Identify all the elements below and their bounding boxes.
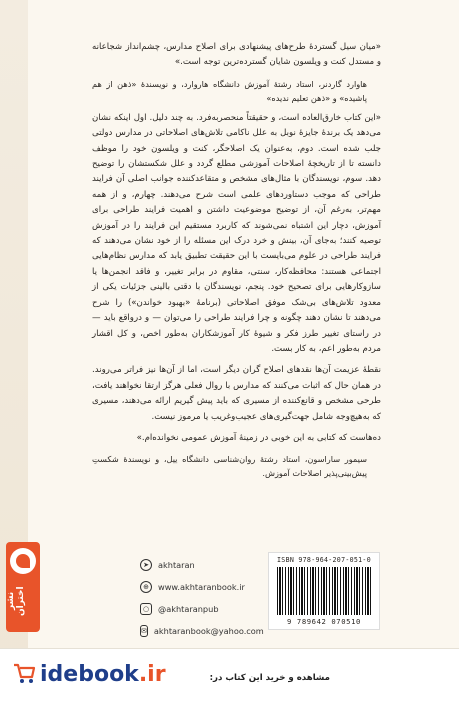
contact-instagram-text: @akhtaranpub (158, 604, 219, 614)
barcode-number: 9 789642 070510 (287, 617, 361, 626)
contact-website[interactable] (140, 576, 260, 598)
blurb-3-text: نقطهٔ عزیمت آن‌ها نقدهای اصلاح گران دیگر است، اما از آن‌ها نیز فراتر می‌روند. در همان حال که اثبات می‌کنند که مدارس با روال فعلی هرگز ارتقا نخواهند یافت، طرحی مشخص و قانع‌کننده از مسیری که باید پیش گیریم ارائه می‌دهند، مسیری که به‌هیچ‌وجه شامل جهت‌گیری‌های عجیب‌وغریب یا مرموز نیست. (92, 365, 381, 422)
isbn-label: ISBN 978-964-207-051-0 (277, 556, 371, 564)
instagram-icon: ○ (140, 603, 152, 615)
blurb-column (92, 40, 381, 486)
telegram-icon: ➤ (140, 559, 152, 571)
blurb-1-attribution: هاوارد گاردنر، استاد رشتهٔ آموزش دانشگاه هاروارد، و نویسندهٔ «ذهن از هم پاشیده» و «ذهن تعلیم ندیده» (92, 78, 367, 103)
footer-banner[interactable] (0, 648, 459, 701)
idebook-logo-tld: .ir (138, 662, 166, 687)
contact-telegram[interactable] (140, 554, 260, 576)
publisher-name: نشر اختران (6, 586, 26, 616)
footer-tagline: مشاهده و خرید این کتاب در: (209, 673, 330, 683)
cart-icon (12, 662, 36, 684)
idebook-logo[interactable] (12, 659, 166, 687)
idebook-logo-text: idebook (40, 662, 139, 687)
globe-icon: ⊕ (140, 581, 152, 593)
barcode-box (268, 552, 380, 630)
blurb-1-text: «میان سیل گستردهٔ طرح‌های پیشنهادی برای اصلاح مدارس، چشم‌انداز شجاعانه و مستدل کنت و ویلسون شایان گسترده‌ترین توجه است.» (92, 42, 381, 68)
contact-website-text: www.akhtaranbook.ir (158, 582, 245, 592)
blurb-2-text: «این کتاب خارق‌العاده است، و حقیقتاً منحصربه‌فرد. به چند دلیل. اول اینکه نشان می‌دهد یک برندهٔ جایزهٔ نوبل به علل ناکامی تلاش‌های اصلاحاتی در مدارس دولتی جلب شده است. دوم، به‌عنوان یک اصلاحگر، کنت و ویلسون خود را موظف دانسته تا از تاریخچهٔ اصلاحات آموزشی مطلع گردد و علل شکستشان را توضیح دهد. سوم، نویسندگان با مثال‌های مشخص و متقاعدکننده جوانب اصلی آن فرایند طراحی که موجب دستاوردهای علمی است شرح می‌دهند. چهارم، و از همه مهم‌تر، به‌رغم آن، از توضیح موضوعیت داشتن و اهمیت فرایند طراحی برای آموزش، دچار این اشتباه نمی‌شوند که کاربرد مستقیم این فرایند را در آموزش توصیه کنند؛ به‌جای آن، بینش و خرد درک این مسئله را از خود نشان می‌دهند که فرایند طراحی در علوم می‌بایست با این حقیقت تطبیق یابد که مدارس نظام‌هایی اجتماعی هستند: محافظه‌کار، سنتی، مقاوم در برابر تغییر، و فاقد انجمن‌ها یا سازوکارهایی برای تصحیح خود. پنجم، نویسندگان با دقتی بالینی جزئیات یکی از معدود تلاش‌های بی‌شک موفق اصلاحاتی (برنامهٔ «بهبود خواندن») را شرح می‌دهند تا نشان دهند چگونه و چرا فرایند طراحی را می‌توان — و درواقع باید — در راستای تغییر طرز فکر و شیوهٔ کار آموزشکاران به‌طور اخص، و کل اقشار مردم به‌طور اعم، به کار بست. (92, 112, 381, 354)
contact-instagram[interactable] (140, 598, 260, 620)
publisher-star-icon (10, 548, 36, 574)
barcode-graphic (277, 567, 373, 615)
contact-email-text: akhtaranbook@yahoo.com (153, 626, 264, 636)
contact-telegram-text: akhtaran (158, 560, 195, 570)
contact-email[interactable] (140, 620, 264, 642)
blurb-4-text: ده‌ها‌ست که کتابی به این خوبی در زمینهٔ آموزش عمومی نخوانده‌ام.» (136, 432, 381, 443)
contact-list (140, 554, 264, 642)
publisher-logo-badge (6, 542, 40, 632)
email-icon: ✉ (141, 627, 147, 635)
blurb-4-attribution: سیمور ساراسون، استاد رشتهٔ روان‌شناسی دانشگاه ییل، و نویسندهٔ شکستِ پیش‌بینی‌پذیر اصلاحات آموزش. (92, 454, 367, 479)
